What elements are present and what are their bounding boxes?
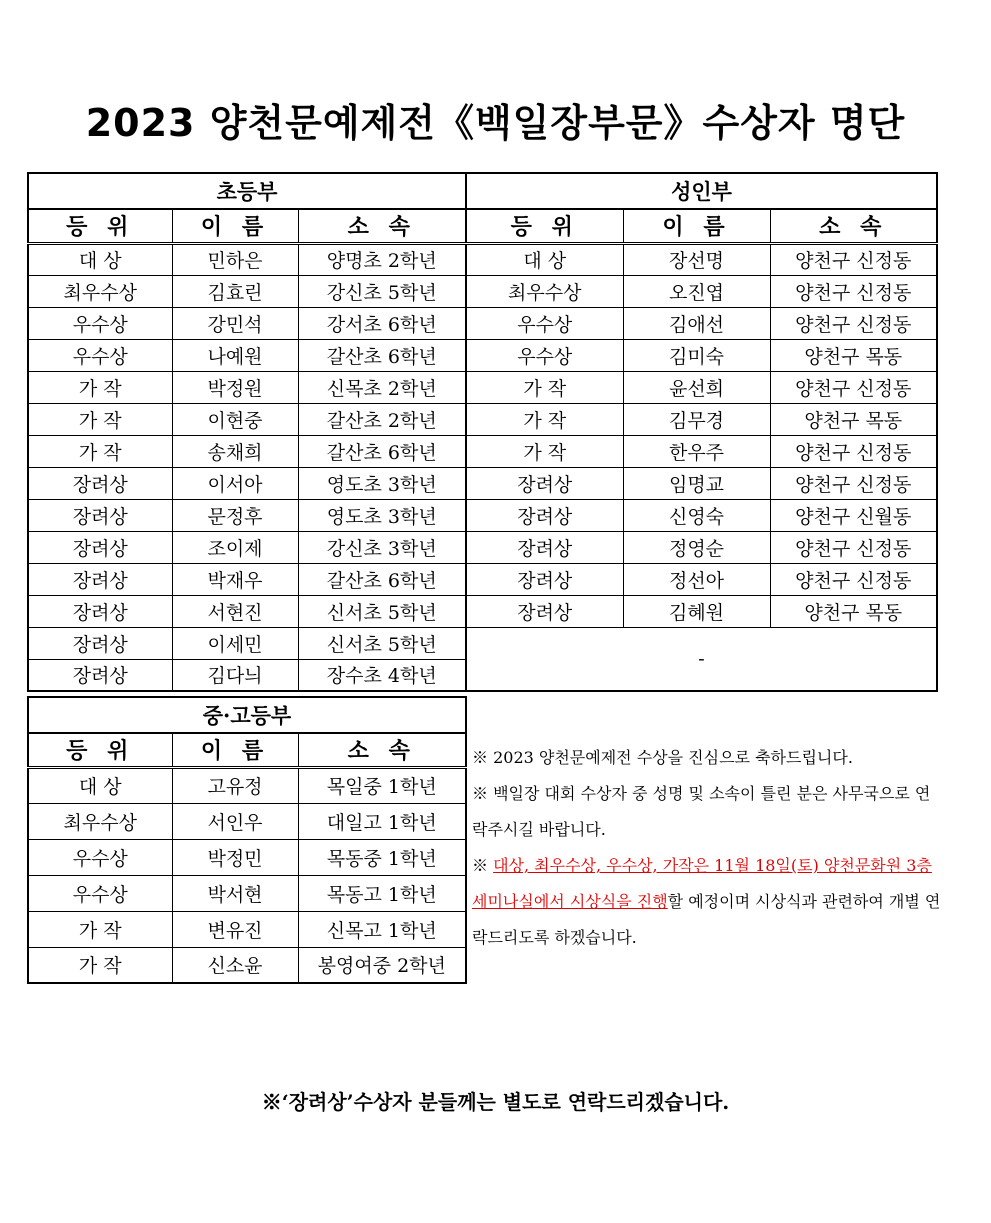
rank-cell: 장려상 [466,563,623,595]
name-cell: 송채희 [172,435,298,467]
affiliation-cell: 갈산초 2학년 [298,403,466,435]
name-cell: 정선아 [623,563,770,595]
name-cell: 이현중 [172,403,298,435]
name-header: 이 름 [172,733,298,767]
table-row [466,595,937,627]
name-cell: 한우주 [623,435,770,467]
name-cell: 김효린 [172,275,298,307]
affiliation-cell: 장수초 4학년 [298,659,466,691]
affiliation-cell: 양천구 신정동 [770,275,937,307]
name-cell: 김혜원 [623,595,770,627]
rank-cell: 장려상 [466,499,623,531]
name-cell: 서인우 [172,803,298,839]
affiliation-cell: 신서초 5학년 [298,595,466,627]
rank-cell: 장려상 [466,595,623,627]
rank-cell: 최우수상 [28,275,172,307]
table-row [28,371,466,403]
rank-cell: 우수상 [28,307,172,339]
affiliation-cell: 양천구 목동 [770,339,937,371]
note-ceremony-highlight: 대상, 최우수상, 우수상, 가작은 11월 18일(토) 양천문화원 3층 세미나실에서 시상식을 진행 [472,856,932,911]
table-row [466,371,937,403]
table-row [466,467,937,499]
table-row [466,243,937,275]
table-row [28,275,466,307]
rank-cell: 장려상 [28,627,172,659]
table-row [466,403,937,435]
name-cell: 민하은 [172,243,298,275]
elementary-table [27,172,467,692]
note-correction: ※ 백일장 대회 수상자 중 성명 및 소속이 틀린 분은 사무국으로 연락주시길 바랍니다. [472,784,931,839]
rank-cell: 우수상 [28,339,172,371]
affiliation-header: 소 속 [770,209,937,243]
affiliation-cell: 봉영여중 2학년 [298,947,466,983]
name-cell: 김다늬 [172,659,298,691]
name-cell: 조이제 [172,531,298,563]
rank-cell: 장려상 [28,563,172,595]
table-row [28,947,466,983]
table-row [466,531,937,563]
table-row [466,339,937,371]
affiliation-header: 소 속 [298,209,466,243]
name-cell: 박재우 [172,563,298,595]
table-row [28,875,466,911]
name-cell: 박정원 [172,371,298,403]
name-cell: 오진엽 [623,275,770,307]
rank-header: 등 위 [466,209,623,243]
rank-cell: 장려상 [28,467,172,499]
rank-cell: 장려상 [466,467,623,499]
table-row [28,499,466,531]
rank-cell: 장려상 [28,595,172,627]
note-ceremony [472,848,942,956]
table-row [466,307,937,339]
middle-high-table [27,696,467,984]
rank-cell: 장려상 [466,531,623,563]
note-congrats: ※ 2023 양천문예제전 수상을 진심으로 축하드립니다. [472,748,853,767]
table-row [28,839,466,875]
affiliation-cell: 강신초 3학년 [298,531,466,563]
table-row [466,627,937,691]
table-row [28,627,466,659]
affiliation-cell: 양천구 신정동 [770,531,937,563]
affiliation-cell: 양천구 신정동 [770,467,937,499]
table-row [466,275,937,307]
rank-cell: 우수상 [466,339,623,371]
affiliation-cell: 영도초 3학년 [298,499,466,531]
affiliation-cell: 갈산초 6학년 [298,435,466,467]
rank-cell: 대 상 [28,767,172,803]
rank-header: 등 위 [28,733,172,767]
affiliation-cell: 갈산초 6학년 [298,563,466,595]
middle-high-section-title: 중·고등부 [28,697,466,733]
affiliation-cell: 양천구 목동 [770,595,937,627]
rank-cell: 가 작 [466,403,623,435]
name-cell: 변유진 [172,911,298,947]
affiliation-cell: 목동고 1학년 [298,875,466,911]
elementary-section-title: 초등부 [28,173,466,209]
affiliation-cell: 양천구 목동 [770,403,937,435]
rank-cell: 가 작 [28,435,172,467]
rank-cell: 장려상 [28,499,172,531]
affiliation-cell: 목일중 1학년 [298,767,466,803]
affiliation-cell: 강서초 6학년 [298,307,466,339]
table-row [28,531,466,563]
table-row [28,307,466,339]
name-cell: 나예원 [172,339,298,371]
table-row [28,767,466,803]
note-ceremony-prefix: ※ [472,856,494,875]
table-row [28,659,466,691]
name-cell: 고유정 [172,767,298,803]
table-row [28,435,466,467]
affiliation-cell: 갈산초 6학년 [298,339,466,371]
table-row [28,243,466,275]
rank-cell: 우수상 [28,839,172,875]
affiliation-cell: 양명초 2학년 [298,243,466,275]
name-cell: 김애선 [623,307,770,339]
table-row [28,595,466,627]
rank-cell: 가 작 [466,435,623,467]
name-cell: 김미숙 [623,339,770,371]
rank-cell: 가 작 [28,947,172,983]
footer-note: ※‘장려상’수상자 분들께는 별도로 연락드리겠습니다. [261,1090,730,1114]
table-row [466,499,937,531]
name-cell: 이서아 [172,467,298,499]
rank-cell: 대 상 [466,243,623,275]
name-cell: 문정후 [172,499,298,531]
rank-cell: 우수상 [466,307,623,339]
name-cell: 강민석 [172,307,298,339]
affiliation-cell: 신서초 5학년 [298,627,466,659]
rank-cell: 우수상 [28,875,172,911]
rank-cell: 가 작 [28,911,172,947]
name-cell: 장선명 [623,243,770,275]
name-cell: 윤선희 [623,371,770,403]
affiliation-cell: 양천구 신정동 [770,563,937,595]
affiliation-cell: 양천구 신정동 [770,307,937,339]
name-header: 이 름 [623,209,770,243]
name-cell: 서현진 [172,595,298,627]
affiliation-cell: 양천구 신정동 [770,371,937,403]
rank-cell: 최우수상 [28,803,172,839]
name-cell: 정영순 [623,531,770,563]
affiliation-cell: 양천구 신정동 [770,243,937,275]
name-header: 이 름 [172,209,298,243]
table-row [466,435,937,467]
table-row [466,563,937,595]
rank-cell: 장려상 [28,531,172,563]
adult-table [465,172,938,692]
affiliation-cell: 양천구 신정동 [770,435,937,467]
affiliation-cell: 강신초 5학년 [298,275,466,307]
name-cell: 김무경 [623,403,770,435]
name-cell: 박정민 [172,839,298,875]
rank-cell: 장려상 [28,659,172,691]
name-cell: 신영숙 [623,499,770,531]
affiliation-cell: 신목고 1학년 [298,911,466,947]
rank-cell: 가 작 [28,371,172,403]
table-row [28,403,466,435]
rank-cell: 가 작 [28,403,172,435]
note-ceremony-rest: 할 예정이며 시상식과 관련하여 개별 연락드리도록 하겠습니다. [472,892,941,947]
empty-cell: - [466,627,937,691]
rank-cell: 대 상 [28,243,172,275]
name-cell: 임명교 [623,467,770,499]
affiliation-cell: 양천구 신월동 [770,499,937,531]
affiliation-cell: 신목초 2학년 [298,371,466,403]
affiliation-cell: 대일고 1학년 [298,803,466,839]
rank-cell: 가 작 [466,371,623,403]
name-cell: 박서현 [172,875,298,911]
page-title: 2023 양천문예제전《백일장부문》수상자 명단 [85,101,906,145]
table-row [28,563,466,595]
rank-header: 등 위 [28,209,172,243]
rank-cell: 최우수상 [466,275,623,307]
name-cell: 이세민 [172,627,298,659]
notes [472,740,942,956]
table-row [28,339,466,371]
table-row [28,803,466,839]
table-row [28,911,466,947]
table-row [28,467,466,499]
affiliation-cell: 영도초 3학년 [298,467,466,499]
affiliation-header: 소 속 [298,733,466,767]
name-cell: 신소윤 [172,947,298,983]
affiliation-cell: 목동중 1학년 [298,839,466,875]
adult-section-title: 성인부 [466,173,937,209]
